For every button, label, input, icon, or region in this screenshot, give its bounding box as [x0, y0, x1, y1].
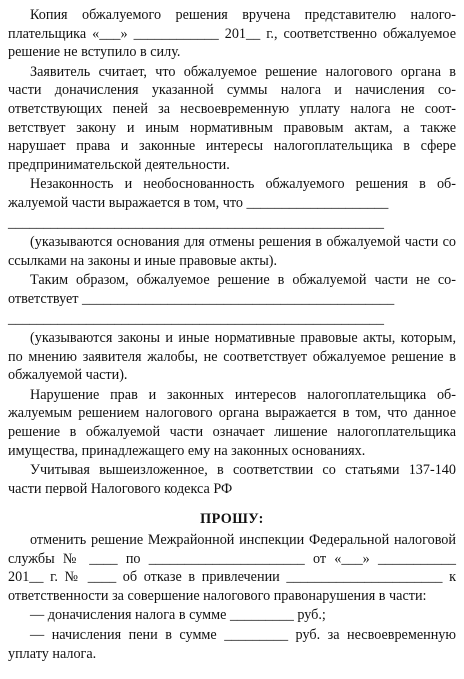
paragraph-grounds-note: (указываются основания для отмены решения в обжалуемой части со ссылками на законы и иные правовые акты). [8, 234, 456, 269]
paragraph-claim: Заявитель считает, что обжалуемое решение налогового органа в части доначисления указанной суммы налога и начисления соответствующих пеней за несвоевременную уплату налога не соответствует закону и иным нормативным правовым актам, а также нарушает права и законные интересы налогоплательщика в сфере предпринимательской деятельности. [8, 63, 456, 173]
paragraph-laws-note: (указываются законы и иные нормативные правовые акты, которым, по мнению заявителя жалобы, не соответствует обжалуемое решение в обжалуемой части). [8, 330, 456, 384]
paragraph-illegality: Незаконность и необоснованность обжалуемого решения в обжалуемой части выражается в том, что ____________________ [8, 176, 456, 211]
paragraph-legal-basis: Учитывая вышеизложенное, в соответствии со статьями 137-140 части первой Налогового кодекса РФ [8, 462, 456, 497]
blank-line: _____________________________________________________ [8, 214, 384, 231]
request-item-tax: — доначисления налога в сумме _________ руб.; [30, 607, 326, 624]
blank-line: _____________________________________________________ [8, 310, 384, 327]
paragraph-nonconformity: Таким образом, обжалуемое решение в обжалуемой части не соответствует ____________________________________________ [8, 272, 456, 307]
paragraph-rights-violation: Нарушение прав и законных интересов налогоплательщика обжалуемым решением налогового органа выражается в том, что данное решение в обжалуемой части означает лишение налогоплательщика имущества, принадлежащего ему на законных основаниях. [8, 386, 456, 459]
request-heading: ПРОШУ: [200, 511, 264, 528]
paragraph-delivery: Копия обжалуемого решения вручена представителю налогоплательщика «___» ____________ 201__ г., соответственно обжалуемое решение не вступило в силу. [8, 7, 456, 61]
paragraph-request: отменить решение Межрайонной инспекции Федеральной налоговой службы № ____ по ______________________ от «___» ___________ 201__ г. № ____ об отказе в привлечении ______________________ к ответственности за совершение налогового правонарушения в части: [8, 532, 456, 604]
request-item-penalty: — начисления пени в сумме _________ руб. за несвоевременную уплату налога. [8, 627, 456, 662]
